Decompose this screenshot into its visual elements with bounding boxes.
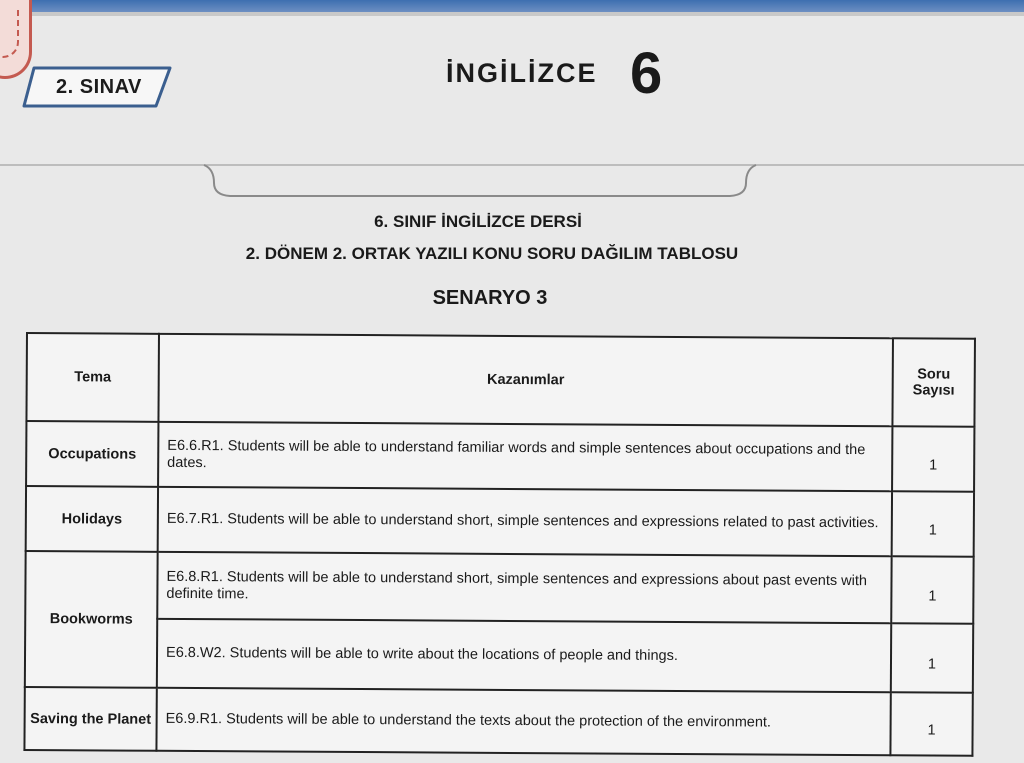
seal-ring (0, 10, 19, 58)
table-row (24, 687, 972, 756)
top-divider (0, 12, 1024, 16)
table-row (25, 618, 973, 693)
tema-cell: Occupations (26, 421, 158, 487)
table-row (26, 421, 974, 492)
table-row (25, 551, 973, 624)
header-soru-line1: Soru (917, 366, 951, 383)
exam-number-badge (20, 66, 172, 108)
subject-title: İNGİLİZCE (446, 58, 598, 88)
course-title: 6. SINIF İNGİLİZCE DERSİ (374, 212, 582, 231)
kazanim-cell: E6.6.R1. Students will be able to understand familiar words and simple sentences about occupations and the dates. (158, 422, 892, 491)
question-distribution-table (23, 332, 976, 757)
soru-count-cell: 1 (891, 556, 973, 623)
top-color-band (0, 0, 1024, 12)
table-row (26, 486, 974, 557)
kazanim-cell: E6.7.R1. Students will be able to understand short, simple sentences and expressions related to past activities. (158, 487, 892, 556)
soru-count-cell: 1 (891, 623, 973, 692)
header-tema: Tema (26, 333, 159, 422)
table-header-row (26, 333, 975, 427)
tema-cell: Saving the Planet (24, 687, 156, 751)
tema-cell: Holidays (26, 486, 158, 552)
soru-count-cell: 1 (890, 692, 972, 755)
tema-cell: Bookworms (25, 551, 158, 688)
exam-number-label: 2. SINAV (56, 76, 142, 98)
kazanim-cell: E6.8.W2. Students will be able to write about the locations of people and things. (157, 619, 891, 692)
header-soru-line2: Sayısı (912, 382, 955, 399)
header-bracket (200, 163, 760, 199)
kazanim-cell: E6.8.R1. Students will be able to understand short, simple sentences and expressions about past events with definite time. (157, 552, 891, 623)
scenario-title: SENARYO 3 (432, 287, 548, 309)
table-title: 2. DÖNEM 2. ORTAK YAZILI KONU SORU DAĞILIM TABLOSU (245, 244, 739, 263)
grade-number: 6 (630, 41, 663, 106)
soru-count-cell: 1 (892, 426, 974, 491)
header-kazanimlar: Kazanımlar (158, 334, 893, 426)
header-soru-sayisi (892, 338, 975, 426)
soru-count-cell: 1 (892, 491, 974, 556)
kazanim-cell: E6.9.R1. Students will be able to understand the texts about the protection of the environment. (156, 688, 890, 755)
